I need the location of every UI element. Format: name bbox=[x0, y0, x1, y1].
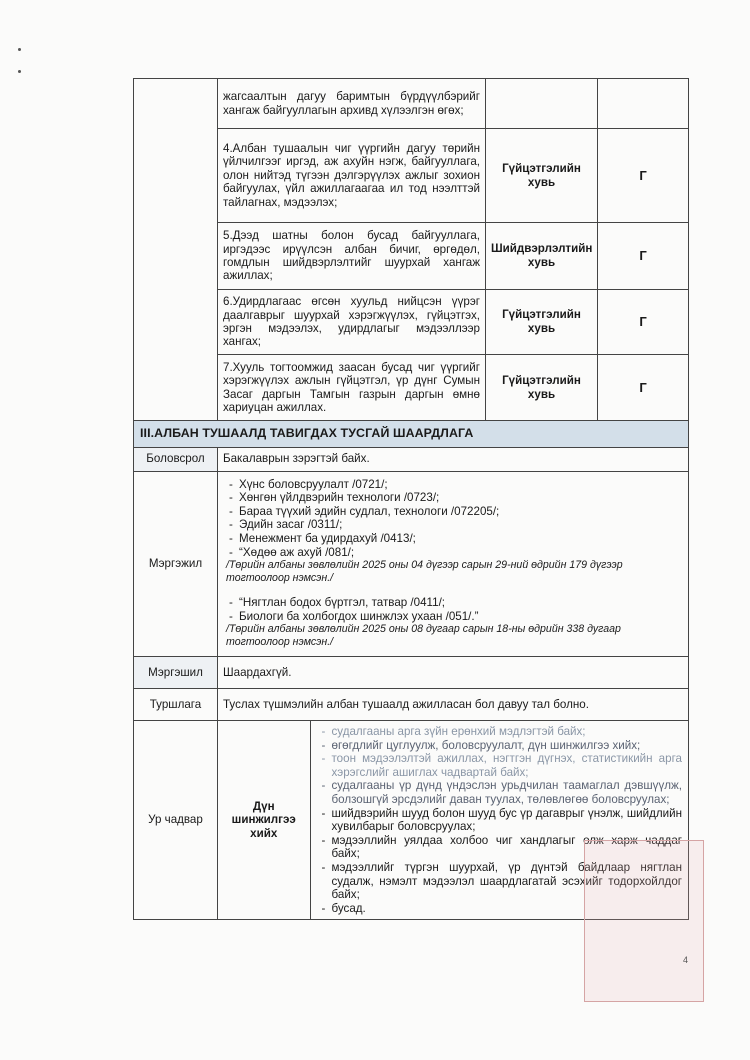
profession-label: Мэргэжил bbox=[134, 471, 218, 656]
table-row bbox=[134, 79, 689, 129]
list-item: - судалгааны арга зүйн ерөнхий мэдлэгтэй байх; bbox=[317, 725, 683, 739]
list-item: - өгөгдлийг цуглуулж, боловсруулалт, дүн шинжилгээ хийх; bbox=[317, 739, 683, 753]
profession-list bbox=[224, 596, 682, 623]
table-row bbox=[134, 129, 689, 223]
scan-mark bbox=[18, 70, 21, 73]
duty-code: Г bbox=[598, 355, 689, 421]
scan-mark bbox=[18, 48, 21, 51]
duty-text: жагсаалтын дагуу баримтын бүрдүүлбэрийг хангаж байгууллагын архивд хүлээлгэн өгөх; bbox=[218, 79, 486, 129]
list-item: - Биологи ба холбогдох шинжлэх ухаан /051/.” bbox=[224, 610, 682, 624]
list-item: - шийдвэрийн шууд болон шууд бус үр дагаврыг үнэлж, шийдлийн хувилбарыг боловсруулах; bbox=[317, 807, 683, 834]
list-item: - “Хөдөө аж ахуй /081/; bbox=[224, 546, 682, 560]
table-row bbox=[134, 223, 689, 290]
requirement-row bbox=[134, 447, 689, 471]
experience-label: Туршлага bbox=[134, 688, 218, 720]
experience-value: Туслах түшмэлийн албан тушаалд ажилласан бол давуу тал болно. bbox=[218, 688, 689, 720]
page-number: 4 bbox=[683, 955, 689, 965]
list-item: - бусад. bbox=[317, 902, 683, 916]
skills-label: Ур чадвар bbox=[134, 720, 218, 919]
list-item: - мэдээллийг түргэн шуурхай, үр дүнтэй байдлаар нягтлан судалж, нэмэлт мэдээлэл шаардлагатай эсэхийг тодорхойлдог байх; bbox=[317, 861, 683, 902]
list-item: - судалгааны үр дүнд үндэслэн урьдчилан таамаглал дэвшүүлж, болзошгүй эрсдэлийг даван туулах, төлөвлөгөө боловсруулах; bbox=[317, 779, 683, 806]
job-description-table bbox=[133, 78, 689, 920]
section-title: III.АЛБАН ТУШААЛД ТАВИГДАХ ТУСГАЙ ШААРДЛАГА bbox=[134, 421, 689, 448]
table-row bbox=[134, 290, 689, 355]
qualification-label: Мэргэшил bbox=[134, 656, 218, 688]
duty-code bbox=[598, 79, 689, 129]
duty-code: Г bbox=[598, 223, 689, 290]
education-value: Бакалаврын зэрэгтэй байх. bbox=[218, 447, 689, 471]
table-row bbox=[134, 355, 689, 421]
duty-indicator: Шийдвэрлэлтийн хувь bbox=[486, 223, 598, 290]
requirement-row bbox=[134, 688, 689, 720]
duty-text: 7.Хууль тогтоомжид заасан бусад чиг үүргийг хэрэгжүүлэх ажлын гүйцэтгэл, үр дүнг Сумын Засаг даргын Тамгын газрын даргын өмнө хариуцан ажиллах. bbox=[218, 355, 486, 421]
skills-sub-label: Дүн шинжилгээ хийх bbox=[218, 721, 310, 919]
list-item: - Хүнс боловсруулалт /0721/; bbox=[224, 478, 682, 492]
list-item: - Хөнгөн үйлдвэрийн технологи /0723/; bbox=[224, 491, 682, 505]
profession-list bbox=[224, 478, 682, 560]
amendment-note: /Төрийн албаны зөвлөлийн 2025 оны 04 дүгээр сарын 29-ний өдрийн 179 дүгээр тогтоолоор нэмсэн./ bbox=[226, 559, 623, 584]
profession-value bbox=[218, 471, 689, 656]
list-item: - “Нягтлан бодох бүртгэл, татвар /0411/; bbox=[224, 596, 682, 610]
duty-code: Г bbox=[598, 290, 689, 355]
blank-cell bbox=[134, 79, 218, 421]
amendment-note: /Төрийн албаны зөвлөлийн 2025 оны 08 дугаар сарын 18-ны өдрийн 338 дугаар тогтоолоор нэмсэн./ bbox=[226, 623, 621, 648]
list-item: - Менежмент ба удирдахуй /0413/; bbox=[224, 532, 682, 546]
official-stamp bbox=[584, 840, 704, 1002]
list-item: - мэдээллийн уялдаа холбоо чиг хандлагыг олж харж чаддаг байх; bbox=[317, 834, 683, 861]
list-item: - Эдийн засаг /0311/; bbox=[224, 518, 682, 532]
education-label: Боловсрол bbox=[134, 447, 218, 471]
duty-indicator: Гүйцэтгэлийн хувь bbox=[486, 129, 598, 223]
qualification-value: Шаардахгүй. bbox=[218, 656, 689, 688]
duty-indicator: Гүйцэтгэлийн хувь bbox=[486, 290, 598, 355]
list-item: - тоон мэдээлэлтэй ажиллах, нэгтгэн дүгнэх, статистикийн арга хэрэгслийг ашиглах чадвартай байх; bbox=[317, 752, 683, 779]
duty-text: 4.Албан тушаалын чиг үүргийн дагуу төрийн үйлчилгээг иргэд, аж ахуйн нэгж, байгууллага, олон нийтэд түгээн дэлгэрүүлэх ажлыг зохион байгуулах, үйл ажиллагаагаа ил тод нээлттэй тайлагнах, мэдээлэх; bbox=[218, 129, 486, 223]
duty-code: Г bbox=[598, 129, 689, 223]
section-header-row bbox=[134, 421, 689, 448]
requirement-row bbox=[134, 471, 689, 656]
list-item: - Бараа түүхий эдийн судлал, технологи /072205/; bbox=[224, 505, 682, 519]
duty-indicator: Гүйцэтгэлийн хувь bbox=[486, 355, 598, 421]
duty-indicator bbox=[486, 79, 598, 129]
duty-text: 5.Дээд шатны болон бусад байгууллага, иргэдээс ирүүлсэн албан бичиг, өргөдөл, гомдлын шийдвэрлэлтийг шуурхай хангаж ажиллах; bbox=[218, 223, 486, 290]
requirement-row bbox=[134, 656, 689, 688]
duty-text: 6.Удирдлагаас өгсөн хуульд нийцсэн үүрэг даалгаврыг шуурхай хэрэгжүүлэх, гүйцэтгэх, эргэн мэдээлэх, удирдлагыг мэдээллээр хангах; bbox=[218, 290, 486, 355]
